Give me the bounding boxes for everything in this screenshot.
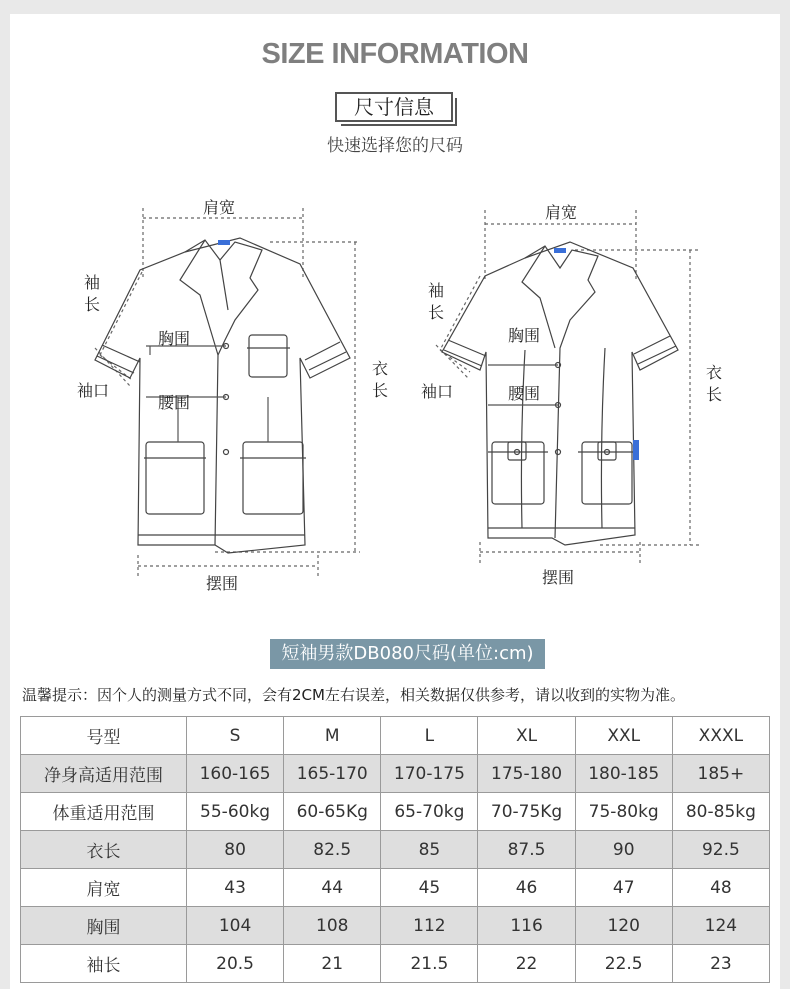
table-header-cell: 号型: [21, 717, 187, 755]
table-cell: 21.5: [381, 945, 478, 983]
table-cell: 胸围: [21, 907, 187, 945]
table-row: [21, 831, 770, 869]
table-header-cell: S: [187, 717, 284, 755]
label-length-1: 衣长: [371, 359, 388, 400]
label-shoulder-2: 肩宽: [545, 203, 578, 222]
table-header-cell: L: [381, 717, 478, 755]
table-cell: 87.5: [478, 831, 575, 869]
size-chart-banner: 短袖男款DB080尺码(单位:cm): [270, 639, 545, 669]
table-cell: 44: [284, 869, 381, 907]
table-cell: 60-65Kg: [284, 793, 381, 831]
table-cell: 165-170: [284, 755, 381, 793]
table-cell: 70-75Kg: [478, 793, 575, 831]
table-cell: 袖长: [21, 945, 187, 983]
label-chest-2: 胸围: [508, 326, 541, 345]
table-cell: 47: [575, 869, 672, 907]
coat-front-view-2: [436, 210, 700, 564]
table-cell: 肩宽: [21, 869, 187, 907]
brand-tag-icon: [218, 240, 230, 245]
table-header-cell: M: [284, 717, 381, 755]
label-length-2: 衣长: [705, 363, 722, 404]
label-waist-1: 腰围: [158, 393, 191, 412]
table-row: [21, 869, 770, 907]
label-waist-2: 腰围: [508, 384, 541, 403]
table-cell: 85: [381, 831, 478, 869]
table-cell: 22: [478, 945, 575, 983]
table-cell: 48: [672, 869, 769, 907]
label-shoulder-1: 肩宽: [203, 198, 236, 217]
table-cell: 120: [575, 907, 672, 945]
label-cuff-1: 袖口: [77, 381, 110, 400]
measurement-note: 温馨提示：因个人的测量方式不同，会有2CM左右误差，相关数据仅供参考，请以收到的实物为准。: [22, 686, 685, 704]
table-cell: 21: [284, 945, 381, 983]
table-header-cell: XL: [478, 717, 575, 755]
table-header-cell: XXL: [575, 717, 672, 755]
table-cell: 185+: [672, 755, 769, 793]
table-cell: 82.5: [284, 831, 381, 869]
label-chest-1: 胸围: [158, 329, 191, 348]
label-hem-1: 摆围: [206, 574, 239, 593]
side-tag-icon: [633, 440, 639, 460]
table-header-cell: XXXL: [672, 717, 769, 755]
table-cell: 22.5: [575, 945, 672, 983]
table-cell: 90: [575, 831, 672, 869]
table-cell: 75-80kg: [575, 793, 672, 831]
table-row: [21, 755, 770, 793]
table-cell: 80: [187, 831, 284, 869]
table-cell: 160-165: [187, 755, 284, 793]
table-header-row: [21, 717, 770, 755]
table-cell: 55-60kg: [187, 793, 284, 831]
table-cell: 80-85kg: [672, 793, 769, 831]
coat-front-view-1: [95, 208, 360, 576]
table-cell: 175-180: [478, 755, 575, 793]
section-subtitle: 尺寸信息: [335, 92, 453, 122]
table-cell: 净身高适用范围: [21, 755, 187, 793]
table-cell: 92.5: [672, 831, 769, 869]
table-cell: 104: [187, 907, 284, 945]
table-cell: 衣长: [21, 831, 187, 869]
table-row: [21, 945, 770, 983]
table-cell: 23: [672, 945, 769, 983]
table-cell: 170-175: [381, 755, 478, 793]
table-cell: 180-185: [575, 755, 672, 793]
table-row: [21, 793, 770, 831]
table-cell: 20.5: [187, 945, 284, 983]
label-sleeve-1: 袖长: [83, 273, 100, 314]
size-table: [20, 716, 770, 983]
table-cell: 108: [284, 907, 381, 945]
label-sleeve-2: 袖长: [427, 281, 444, 322]
label-hem-2: 摆围: [542, 568, 575, 587]
tagline: 快速选择您的尺码: [327, 136, 463, 156]
table-cell: 112: [381, 907, 478, 945]
table-cell: 45: [381, 869, 478, 907]
table-cell: 116: [478, 907, 575, 945]
garment-diagrams: [0, 180, 790, 600]
table-cell: 43: [187, 869, 284, 907]
brand-tag-icon: [554, 248, 566, 253]
label-cuff-2: 袖口: [421, 382, 454, 401]
table-cell: 65-70kg: [381, 793, 478, 831]
table-cell: 124: [672, 907, 769, 945]
table-cell: 体重适用范围: [21, 793, 187, 831]
page-title: SIZE INFORMATION: [261, 38, 529, 70]
table-cell: 46: [478, 869, 575, 907]
table-row: [21, 907, 770, 945]
